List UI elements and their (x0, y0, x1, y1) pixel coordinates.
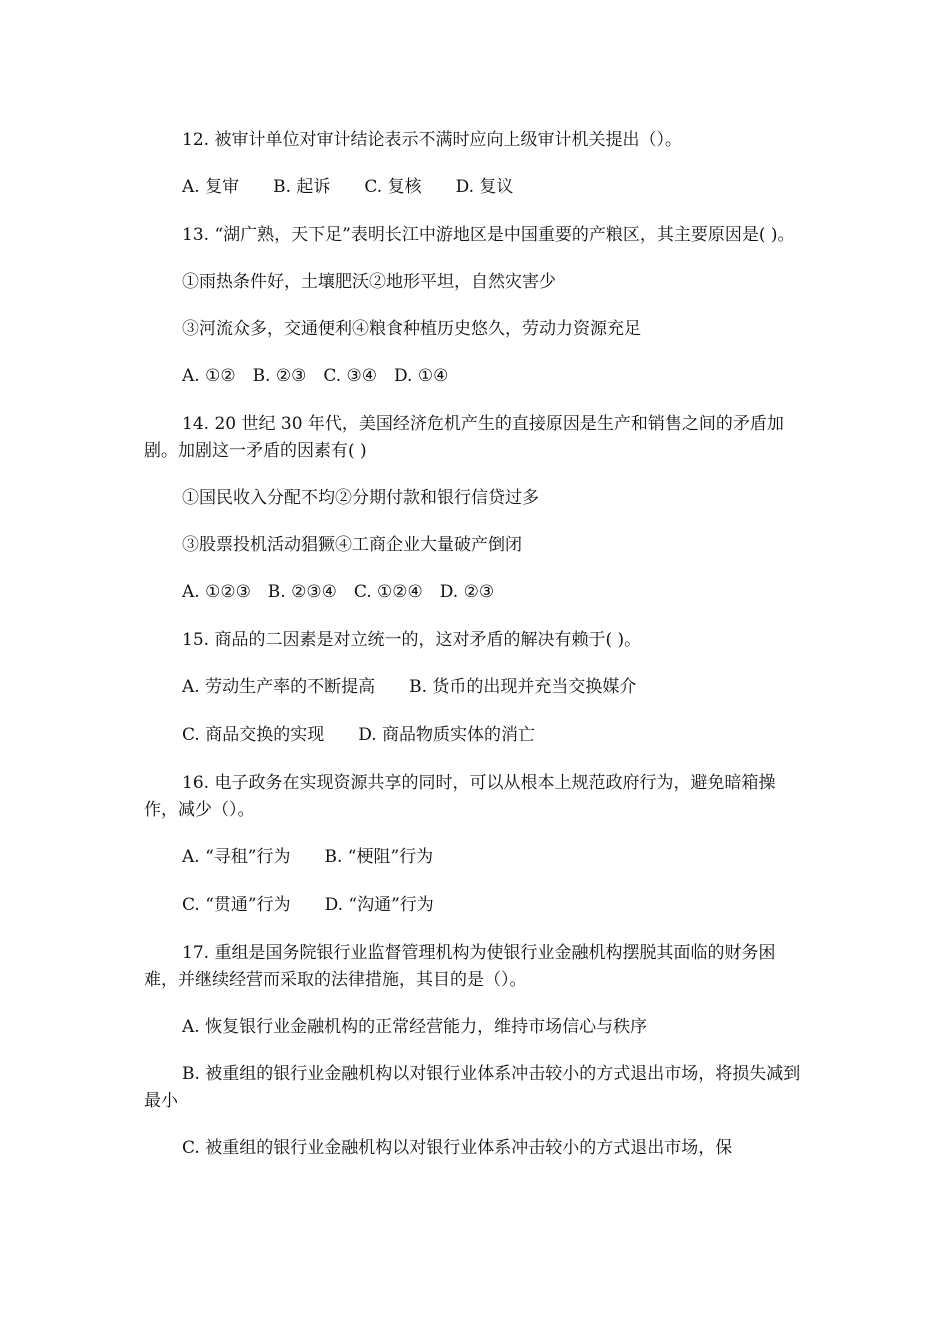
question-12-options: A. 复审 B. 起诉 C. 复核 D. 复议 (182, 177, 514, 197)
question-14-statement-1: ①国民收入分配不均②分期付款和银行信贷过多 (182, 488, 539, 508)
question-16-options-cd: C. “贯通”行为 D. “沟通”行为 (182, 895, 434, 915)
question-12-stem: 12. 被审计单位对审计结论表示不满时应向上级审计机关提出（）。 (182, 130, 682, 150)
question-13-options: A. ①② B. ②③ C. ③④ D. ①④ (182, 366, 449, 386)
question-14-statement-2: ③股票投机活动猖獗④工商企业大量破产倒闭 (182, 535, 522, 555)
question-16-options-ab: A. “寻租”行为 B. “梗阻”行为 (182, 847, 434, 867)
document-body (144, 127, 808, 1162)
question-16-stem: 16. 电子政务在实现资源共享的同时，可以从根本上规范政府行为，避免暗箱操作，减少（）。 (144, 773, 776, 820)
question-15-options-ab: A. 劳动生产率的不断提高 B. 货币的出现并充当交换媒介 (182, 677, 637, 697)
question-17-option-c: C. 被重组的银行业金融机构以对银行业体系冲击较小的方式退出市场，保 (182, 1138, 733, 1158)
question-14-options: A. ①②③ B. ②③④ C. ①②④ D. ②③ (182, 582, 495, 602)
question-17-stem: 17. 重组是国务院银行业监督管理机构为使银行业金融机构摆脱其面临的财务困难，并继续经营而采取的法律措施，其目的是（）。 (144, 943, 776, 990)
question-13-stem: 13. “湖广熟，天下足”表明长江中游地区是中国重要的产粮区，其主要原因是( )。 (182, 225, 795, 245)
question-17-option-a: A. 恢复银行业金融机构的正常经营能力，维持市场信心与秩序 (182, 1017, 648, 1037)
question-14-stem: 14. 20 世纪 30 年代，美国经济危机产生的直接原因是生产和销售之间的矛盾加剧。加剧这一矛盾的因素有( ) (144, 414, 784, 461)
question-17-option-b: B. 被重组的银行业金融机构以对银行业体系冲击较小的方式退出市场，将损失减到最小 (144, 1064, 801, 1111)
question-13-statement-2: ③河流众多，交通便利④粮食种植历史悠久，劳动力资源充足 (182, 319, 641, 339)
question-15-options-cd: C. 商品交换的实现 D. 商品物质实体的消亡 (182, 725, 536, 745)
question-13-statement-1: ①雨热条件好，土壤肥沃②地形平坦，自然灾害少 (182, 272, 556, 292)
question-15-stem: 15. 商品的二因素是对立统一的，这对矛盾的解决有赖于( )。 (182, 630, 642, 650)
